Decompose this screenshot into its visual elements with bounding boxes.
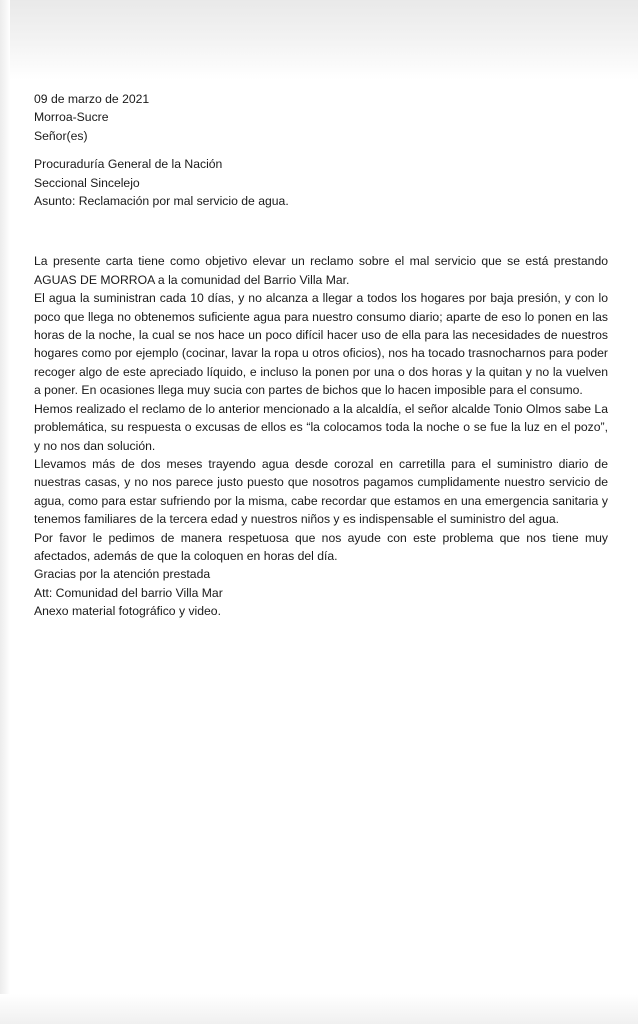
letter-attention: Att: Comunidad del barrio Villa Mar [34,585,223,600]
letter-recipient [34,155,608,192]
page-bottom-shadow [0,994,638,1024]
page-top-shadow [0,0,638,80]
letter-salutation: Señor(es) [34,128,88,143]
letter-paragraph-2: El agua la suministran cada 10 días, y no alcanza a llegar a todos los hogares por baja presión, y con lo poco que llega no obtenemos suficiente agua para nuestro consumo diario; aparte de eso lo ponen en las horas de la noche, la cual se nos hace un poco difícil hacer uso de ella para las necesidades de nuestros hogares como por ejemplo (cocinar, lavar la ropa u otros oficios), nos ha tocado trasnocharnos para poder recoger algo de este apreciado líquido, e incluso la ponen por una o dos horas y la quitan y no la vuelven a poner. En ocasiones llega muy sucia con partes de bichos que lo hacen imposible para el consumo. [34,291,608,398]
letter-date: 09 de marzo de 2021 [34,92,150,106]
letter-place: Morroa-Sucre [34,110,109,125]
letter-paragraph-1: La presente carta tiene como objetivo elevar un reclamo sobre el mal servicio que se está prestando AGUAS DE MORROA a la comunidad del Barrio Villa Mar. [34,254,608,287]
recipient-line-2: Seccional Sincelejo [34,175,140,190]
recipient-line-1: Procuraduría General de la Nación [34,157,223,172]
letter-annex: Anexo material fotográfico y video. [34,604,221,619]
letter-closing: Gracias por la atención prestada [34,567,211,582]
letter-paragraph-4: Llevamos más de dos meses trayendo agua desde corozal en carretilla para el suministro diario de nuestras casas, y no nos parece justo puesto que nosotros pagamos cumplidamente nuestro servicio de agua, como para estar sufriendo por la misma, cabe recordar que estamos en una emergencia sanitaria y tenemos familiares de la tercera edad y nuestros niños y es indispensable el suministro del agua. [34,456,608,527]
page-left-shadow [0,0,10,1024]
letter-paragraph-3: Hemos realizado el reclamo de lo anterior mencionado a la alcaldía, el señor alcalde Tonio Olmos sabe La problemática, su respuesta o excusas de ellos es “la colocamos toda la noche o se fue la luz en el pozo”, y no nos dan solución. [34,401,608,453]
letter-paragraph-5: Por favor le pedimos de manera respetuosa que nos ayude con este problema que nos tiene muy afectados, además de que la coloquen en horas del día. [34,530,608,563]
letter-subject: Asunto: Reclamación por mal servicio de agua. [34,194,289,209]
letter-body [34,90,608,621]
